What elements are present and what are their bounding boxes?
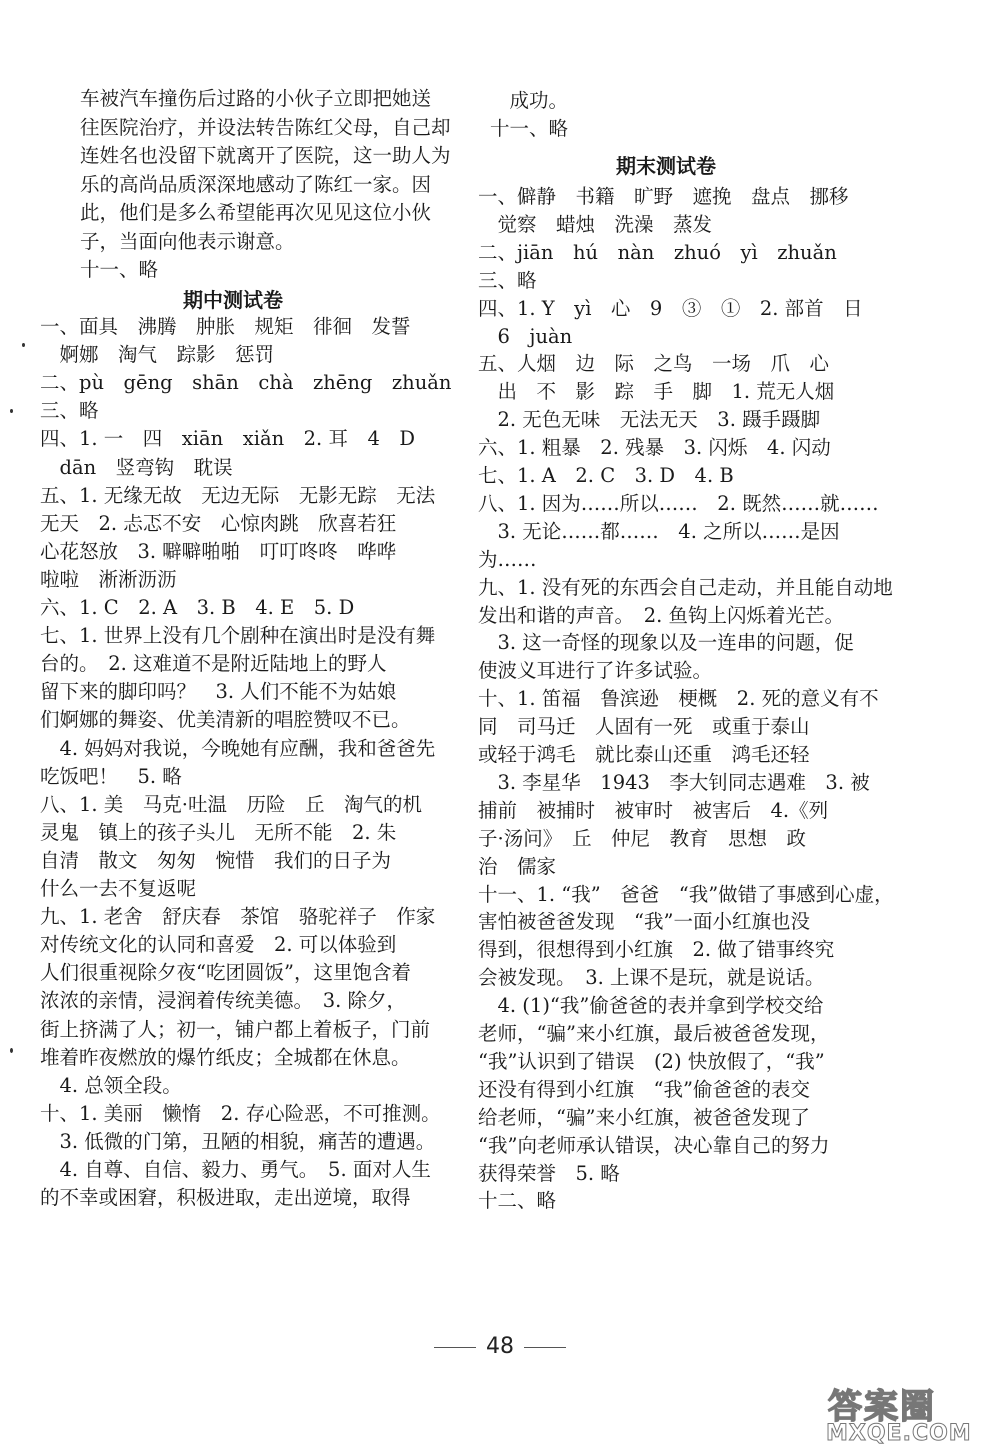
answer-line: 4. 自尊、自信、毅力、勇气。 5. 面对人生 (40, 1158, 431, 1181)
answer-line: 3. 低微的门第，丑陋的相貌，痛苦的遭遇。 (40, 1129, 436, 1153)
answer-line: 三、略 (40, 399, 99, 423)
answer-line: 十一、1. “我” 爸爸 “我”做错了事感到心虚， (478, 882, 894, 906)
answer-line: 浓浓的亲情，浸润着传统美德。 3. 除夕， (40, 989, 407, 1013)
answer-line: 子，当面向他表示谢意。 (80, 229, 295, 253)
page-number-text: 48 (486, 1334, 514, 1359)
answer-line: 灵鬼 镇上的孩子头儿 无所不能 2. 朱 (40, 820, 397, 844)
answer-line: 七、1. 世界上没有几个剧种在演出时是没有舞 (40, 624, 436, 648)
answer-line: 为…… (478, 547, 537, 571)
answer-line: 同 司马迁 人固有一死 或重于泰山 (478, 715, 810, 739)
answer-line: 得到，很想得到小红旗 2. 做了错事终究 (478, 938, 835, 962)
answer-line: 此，他们是多么希望能再次见见这位小伙 (80, 201, 432, 224)
answer-line: 6 juàn (478, 324, 573, 348)
answer-line: 捕前 被捕时 被审时 被害后 4.《列 (478, 798, 829, 822)
answer-line: 治 儒家 (478, 854, 557, 878)
scan-speck (10, 409, 13, 413)
answer-line: 4. 妈妈对我说，今晚她有应酬，我和爸爸先 (40, 736, 436, 760)
answer-line: 发出和谐的声音。 2. 鱼钩上闪烁着光芒。 (478, 603, 845, 627)
right-dash (524, 1347, 566, 1348)
answer-line: 成功。 (490, 89, 569, 112)
answer-line: 五、1. 无缘无故 无边无际 无影无踪 无法 (40, 483, 436, 507)
answer-line: 人们很重视除夕夜“吃团圆饭”，这里饱含着 (40, 961, 411, 985)
answer-line: 六、1. C 2. A 3. B 4. E 5. D (40, 596, 355, 619)
answer-line: 十、1. 美丽 懒惰 2. 存心险恶，不可推测。 (40, 1101, 441, 1125)
answer-line: dān 竖弯钩 耽误 (40, 455, 233, 479)
answer-line: 连姓名也没留下就离开了医院，这一助人为 (80, 144, 451, 167)
answer-line: 堆着昨夜燃放的爆竹纸皮；全城都在休息。 (40, 1045, 411, 1069)
answer-line: 吃饭吧！ 5. 略 (40, 764, 182, 788)
answer-line: 二、pù gēng shān chà zhēng zhuǎn (40, 371, 452, 395)
answer-line: 或轻于鸿毛 就比泰山还重 鸿毛还轻 (478, 743, 810, 766)
watermark-url: MXQE.COM (826, 1421, 972, 1446)
answer-line: 八、1. 美 马克·吐温 历险 丘 淘气的机 (40, 792, 423, 816)
answer-line: 八、1. 因为……所以…… 2. 既然……就…… (478, 491, 879, 515)
watermark-logo (822, 1379, 992, 1449)
answer-line: 会被发现。 3. 上课不是玩，就是说话。 (478, 966, 825, 990)
answer-line: 4. 总领全段。 (40, 1073, 182, 1097)
answer-line: 2. 无色无味 无法无天 3. 蹑手蹑脚 (478, 408, 821, 432)
answer-line: 给老师，“骗”来小红旗，被爸爸发现了 (478, 1105, 810, 1129)
answer-line: 街上挤满了人；初一，铺户都上着板子，门前 (40, 1017, 431, 1041)
answer-line: 留下来的脚印吗？ 3. 人们不能不为姑娘 (40, 680, 397, 704)
answer-line: 二、jiān hú nàn zhuó yì zhuǎn (478, 240, 837, 264)
answer-line: 台的。 2. 这难道不是附近陆地上的野人 (40, 652, 387, 676)
answer-line: “我”向老师承认错误，决心靠自己的努力 (478, 1133, 830, 1157)
answer-line: 还没有得到小红旗 “我”偷爸爸的表交 (478, 1077, 810, 1101)
answer-line: 啦啦 淅淅沥沥 (40, 567, 177, 591)
answer-line: 五、人烟 边 际 之鸟 一场 爪 心 (478, 352, 830, 376)
watermark-text: 答案圈 (828, 1387, 936, 1427)
answer-line: 婀娜 淘气 踪影 惩罚 (40, 343, 275, 367)
answer-line: 出 不 影 踪 手 脚 1. 荒无人烟 (478, 380, 835, 404)
answer-line: 觉察 蜡烛 洗澡 蒸发 (478, 212, 713, 236)
answer-line: 车被汽车撞伤后过路的小伙子立即把她送 (80, 87, 432, 110)
answer-line: 使波义耳进行了许多试验。 (478, 659, 713, 683)
answer-line: 害怕被爸爸发现 “我”一面小红旗也没 (478, 910, 810, 934)
answer-line: 九、1. 没有死的东西会自己走动，并且能自动地 (478, 575, 893, 599)
answer-line: 的不幸或困窘，积极进取，走出逆境，取得 (40, 1186, 411, 1210)
answer-line: 四、1. Y yì 心 9 ③ ① 2. 部首 日 (478, 296, 863, 320)
answer-line: 3. 李星华 1943 李大钊同志遇难 3. 被 (478, 770, 870, 794)
answer-line: 四、1. 一 四 xiān xiǎn 2. 耳 4 D (40, 427, 415, 451)
answer-line: 十一、略 (490, 117, 569, 140)
page-number (0, 1334, 1000, 1359)
final-exam-heading: 期末测试卷 (616, 154, 716, 178)
answer-line: 三、略 (478, 268, 537, 292)
answer-line: 一、面具 沸腾 肿胀 规矩 徘徊 发誓 (40, 315, 411, 338)
answer-line: 子·汤问》 丘 仲尼 教育 思想 政 (478, 826, 806, 850)
answer-line: 乐的高尚品质深深地感动了陈红一家。因 (80, 172, 432, 196)
answer-line: 六、1. 粗暴 2. 残暴 3. 闪烁 4. 闪动 (478, 436, 831, 460)
answer-line: 3. 这一奇怪的现象以及一连串的问题，促 (478, 631, 854, 655)
answer-line: 无天 2. 忐忑不安 心惊肉跳 欣喜若狂 (40, 511, 397, 535)
answer-line: 十一、略 (80, 258, 159, 281)
left-dash (434, 1347, 476, 1348)
answer-line: 老师，“骗”来小红旗，最后被爸爸发现， (478, 1022, 830, 1045)
scan-speck (10, 1048, 13, 1053)
answer-line: 一、僻静 书籍 旷野 遮挽 盘点 挪移 (478, 185, 849, 208)
answer-line: 十二、略 (478, 1189, 557, 1213)
midterm-heading: 期中测试卷 (183, 288, 283, 312)
scan-speck (22, 343, 25, 347)
answer-line: “我”认识到了错误 (2) 快放假了，“我” (478, 1049, 825, 1073)
answer-line: 心花怒放 3. 噼噼啪啪 叮叮咚咚 哗哗 (40, 539, 397, 563)
answer-line: 七、1. A 2. C 3. D 4. B (478, 464, 734, 487)
answer-line: 3. 无论……都…… 4. 之所以……是因 (478, 519, 840, 543)
answer-line: 4. (1)“我”偷爸爸的表并拿到学校交给 (478, 994, 824, 1018)
answer-line: 自清 散文 匆匆 惋惜 我们的日子为 (40, 848, 392, 872)
answer-line: 九、1. 老舍 舒庆春 茶馆 骆驼祥子 作家 (40, 905, 436, 929)
answer-line: 获得荣誉 5. 略 (478, 1161, 620, 1185)
answer-line: 往医院治疗，并设法转告陈红父母，自己却 (80, 115, 451, 139)
answer-line: 什么一去不复返呢 (40, 877, 197, 900)
answer-line: 们婀娜的舞姿、优美清新的唱腔赞叹不已。 (40, 708, 411, 732)
answer-line: 十、1. 笛福 鲁滨逊 梗概 2. 死的意义有不 (478, 687, 879, 711)
answer-line: 对传统文化的认同和喜爱 2. 可以体验到 (40, 933, 397, 957)
